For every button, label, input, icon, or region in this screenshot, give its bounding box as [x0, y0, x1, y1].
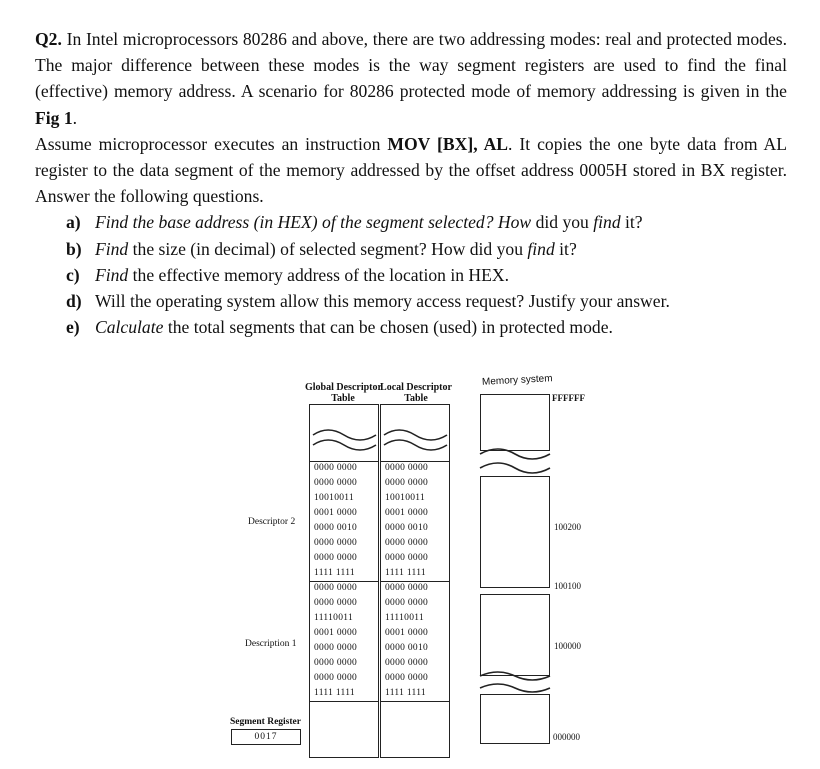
memory-block-lower [480, 594, 550, 676]
gdt-title-line2: Table [331, 393, 355, 404]
ldt-title [378, 382, 454, 404]
item-label: e) [66, 317, 80, 338]
descriptor-separator [310, 461, 378, 462]
descriptor-separator [381, 461, 449, 462]
descriptor-separator [310, 701, 378, 702]
descriptor-byte: 0000 0000 [314, 598, 358, 608]
intro-end: . [72, 107, 78, 128]
figure-1 [0, 360, 820, 769]
descriptor-separator [381, 581, 449, 582]
descriptor-byte: 0000 0000 [385, 463, 429, 473]
memory-address-descriptor1: 100000 [554, 641, 581, 651]
question-item-a [35, 209, 787, 235]
memory-address-mid: 100100 [554, 581, 581, 591]
item-text: the effective memory address of the location in HEX. [128, 264, 509, 285]
descriptor-byte: 0000 0010 [385, 643, 429, 653]
descriptor-byte: 11110011 [385, 613, 424, 623]
item-label: a) [66, 212, 81, 233]
ldt-column [380, 404, 450, 758]
descriptor-byte: 0000 0000 [314, 583, 358, 593]
descriptor-byte: 0001 0000 [385, 628, 429, 638]
item-label: b) [66, 238, 82, 259]
descriptor-byte: 0000 0000 [385, 583, 429, 593]
memory-address-descriptor2: 100200 [554, 522, 581, 532]
question-number: Q2. [35, 29, 62, 49]
memory-block-upper [480, 476, 550, 588]
memory-block-top [480, 394, 550, 451]
item-text: the size (in decimal) of selected segment? How did you [128, 238, 528, 259]
descriptor-byte: 0000 0000 [385, 553, 429, 563]
descriptor-byte: 10010011 [314, 493, 355, 503]
descriptor-byte: 0000 0000 [385, 478, 429, 488]
scenario-text: Assume microprocessor executes an instruction [35, 133, 388, 154]
segment-register-value: 0017 [231, 729, 301, 745]
descriptor-separator [310, 581, 378, 582]
item-text: it? [554, 238, 577, 259]
descriptor-1-label: Description 1 [245, 639, 297, 649]
question-item-c [35, 262, 787, 288]
descriptor-byte: 0000 0000 [314, 643, 358, 653]
item-text: Will the operating system allow this memory access request? Justify your answer. [95, 291, 670, 312]
item-text: Calculate [95, 317, 164, 338]
descriptor-byte: 0000 0000 [314, 658, 358, 668]
ldt-break-wave [381, 423, 449, 453]
descriptor-byte: 1111 1111 [385, 568, 426, 578]
memory-break-wave-2 [478, 670, 552, 694]
descriptor-byte: 0000 0000 [385, 673, 429, 683]
descriptor-byte: 1111 1111 [314, 568, 355, 578]
descriptor-separator [381, 701, 449, 702]
intro-paragraph [35, 26, 787, 131]
descriptor-byte: 0000 0000 [314, 463, 358, 473]
memory-block-bottom [480, 694, 550, 744]
descriptor-byte: 0000 0010 [314, 523, 358, 533]
descriptor-byte: 11110011 [314, 613, 353, 623]
descriptor-byte: 0000 0000 [385, 658, 429, 668]
descriptor-byte: 0000 0000 [385, 598, 429, 608]
descriptor-byte: 0000 0000 [314, 538, 358, 548]
descriptor-byte: 0001 0000 [314, 508, 358, 518]
memory-break-wave-1 [478, 446, 552, 476]
descriptor-byte: 10010011 [385, 493, 426, 503]
item-text: Find [95, 238, 129, 259]
item-text: find [527, 238, 555, 259]
descriptor-byte: 0000 0000 [314, 553, 358, 563]
item-label: d) [66, 291, 82, 312]
memory-title: Memory system [481, 373, 553, 388]
item-text: find [593, 212, 621, 233]
intro-text: In Intel microprocessors 80286 and above, there are two addressing modes: real and protected modes. The major difference between these modes is the way segment registers are used to find the final (effective) memory address. A scenario for 80286 protected mode of memory addressing is given in the [35, 29, 787, 102]
memory-address-top: FFFFFF [552, 393, 585, 403]
descriptor-byte: 0000 0010 [385, 523, 429, 533]
scenario-paragraph [35, 131, 787, 210]
question-list [35, 209, 787, 340]
item-text: it? [620, 212, 643, 233]
question-text [35, 26, 787, 340]
descriptor-byte: 0000 0000 [314, 673, 358, 683]
question-item-d [35, 288, 787, 314]
instruction: MOV [BX], AL [387, 133, 509, 154]
descriptor-byte: 1111 1111 [314, 688, 355, 698]
memory-address-bottom: 000000 [553, 732, 580, 742]
item-text: the total segments that can be chosen (used) in protected mode. [163, 317, 613, 338]
item-text: Find the base address (in HEX) of the segment selected? How [95, 212, 532, 233]
descriptor-byte: 0000 0000 [385, 538, 429, 548]
item-label: c) [66, 264, 80, 285]
gdt-title-line1: Global Descriptor [305, 382, 382, 393]
segment-register-label: Segment Register [230, 717, 301, 727]
gdt-title [305, 382, 381, 404]
descriptor-2-label: Descriptor 2 [248, 517, 296, 527]
item-text: Find [95, 264, 129, 285]
descriptor-byte: 0000 0000 [314, 478, 358, 488]
scenario-text-end: . It copies the one byte data from AL register to the data segment of the memory addressed by the offset address 0005H stored in BX register. Answer the following questions. [35, 133, 787, 207]
descriptor-byte: 1111 1111 [385, 688, 426, 698]
ldt-title-line1: Local Descriptor [380, 382, 452, 393]
gdt-break-wave [310, 423, 378, 453]
question-item-e [35, 314, 787, 340]
descriptor-byte: 0001 0000 [314, 628, 358, 638]
ldt-title-line2: Table [404, 393, 428, 404]
figure-reference: Fig 1 [35, 107, 73, 128]
descriptor-byte: 0001 0000 [385, 508, 429, 518]
gdt-column [309, 404, 379, 758]
item-text: did you [531, 212, 594, 233]
question-item-b [35, 236, 787, 262]
